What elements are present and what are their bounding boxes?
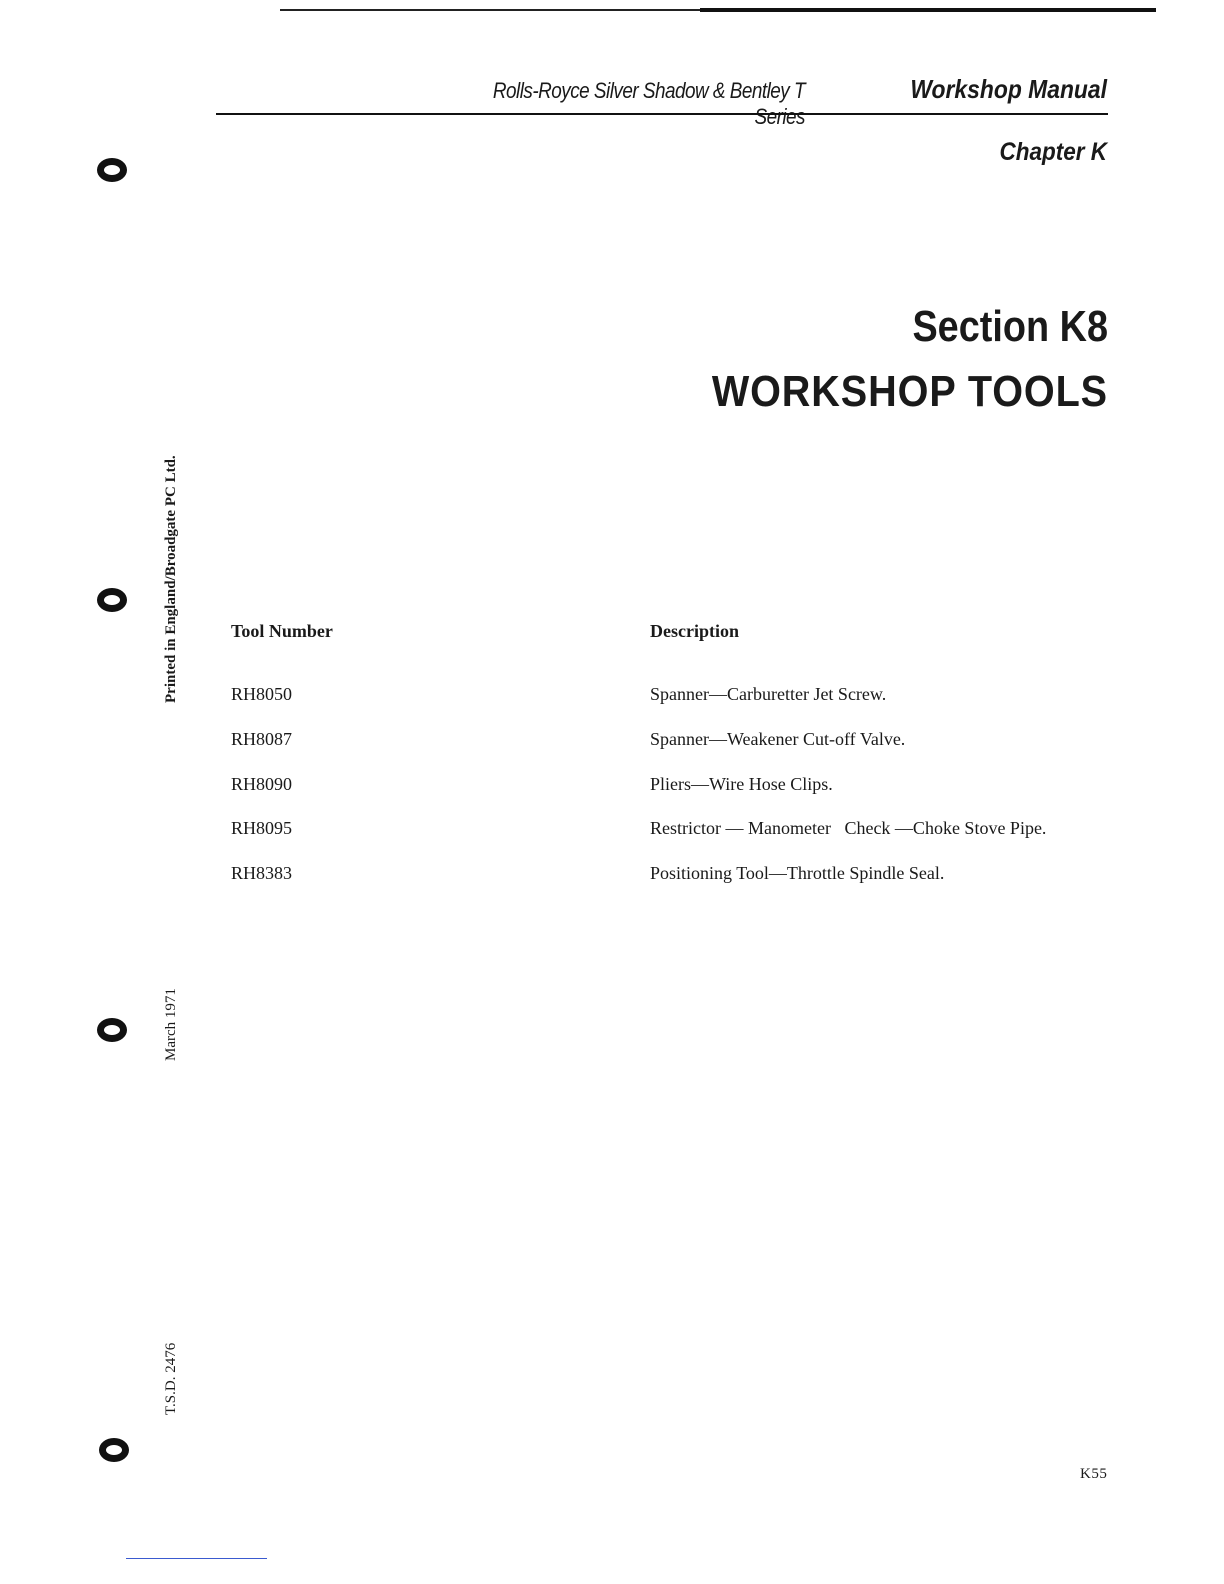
punch-hole-icon xyxy=(97,158,127,182)
punch-hole-icon xyxy=(99,1438,129,1462)
tool-number: RH8090 xyxy=(231,774,293,794)
column-header-tool-number: Tool Number xyxy=(231,621,333,641)
tool-description: Spanner—Weakener Cut-off Valve. xyxy=(650,729,906,749)
tool-description: Spanner—Carburetter Jet Screw. xyxy=(650,684,887,704)
print-date: March 1971 xyxy=(163,988,179,1061)
header-chapter: Chapter K xyxy=(999,138,1107,166)
header-series: Rolls-Royce Silver Shadow & Bentley T Series xyxy=(492,78,805,129)
printer-imprint: Printed in England/Broadgate PC Ltd. xyxy=(163,455,179,703)
tool-description: Restrictor — Manometer Check —Choke Stove Pipe. xyxy=(650,818,1047,838)
tool-number: RH8050 xyxy=(231,684,293,704)
tool-description: Pliers—Wire Hose Clips. xyxy=(650,774,833,794)
header-rule xyxy=(216,113,1108,115)
table-row xyxy=(0,684,1224,712)
table-row xyxy=(0,774,1224,802)
tool-number: RH8383 xyxy=(231,863,293,883)
header-manual-title: Workshop Manual xyxy=(910,74,1107,104)
table-row xyxy=(0,818,1224,846)
column-header-description: Description xyxy=(650,621,739,641)
tsd-reference: T.S.D. 2476 xyxy=(163,1342,179,1415)
section-title: WORKSHOP TOOLS xyxy=(711,367,1108,416)
bottom-edge-line xyxy=(126,1558,267,1559)
top-edge-rule-bold xyxy=(700,8,1156,12)
tool-description: Positioning Tool—Throttle Spindle Seal. xyxy=(650,863,945,883)
table-row xyxy=(0,863,1224,891)
punch-hole-icon xyxy=(97,1018,127,1042)
tool-number: RH8095 xyxy=(231,818,293,838)
punch-hole-icon xyxy=(97,588,127,612)
table-row xyxy=(0,729,1224,757)
page-number: K55 xyxy=(1080,1466,1108,1482)
tool-number: RH8087 xyxy=(231,729,293,749)
section-number: Section K8 xyxy=(912,302,1108,351)
